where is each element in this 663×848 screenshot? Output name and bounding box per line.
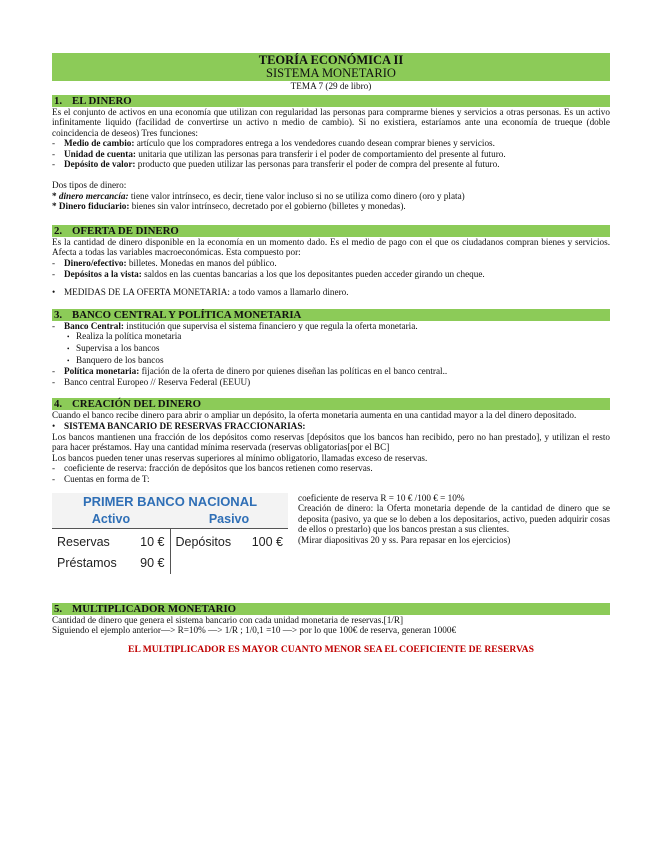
list-item: - Medio de cambio: artículo que los compradores entrega a los vendedores cuando desean comprar bienes y servicios.	[52, 138, 495, 149]
activo-column	[52, 529, 171, 574]
section-title: CREACIÓN DEL DINERO	[72, 398, 201, 411]
t-account-block	[52, 493, 610, 579]
t-account-explanation	[288, 493, 610, 579]
list-item: - Cuentas en forma de T:	[52, 473, 150, 484]
t-account-headers	[52, 511, 288, 528]
document-page	[52, 53, 610, 655]
paragraph: Es el conjunto de activos en una economía que utilizan con regularidad las personas para comprarme bienes y servicios a otras personas. Es un activo infinitamente liquido (facilidad de convertirse un activo n medio de cambio). Si no existiera, estaríamos ante una economía de trueque (doble coincidencia de deseos) Tres funciones:	[52, 106, 610, 138]
list-item: • SISTEMA BANCARIO DE RESERVAS FRACCIONARIAS:	[52, 420, 306, 431]
paragraph: Cantidad de dinero que genera el sistema bancario con cada unidad monetaria de reservas.[1/R]	[52, 614, 404, 625]
paragraph: Creación de dinero: la Oferta monetaria depende de la cantidad de dinero que se deposita (pasivo, ya que se lo deben a los depositarios, activo, pueden adquirir cosas de ellos o prestarlo) que los bancos prestan a sus clientes.	[298, 503, 610, 535]
list-item: * dinero mercancía: tiene valor intrínseco, es decir, tiene valor incluso si no se utiliza como dinero (oro y plata)	[52, 190, 465, 201]
paragraph: Los bancos pueden tener unas reservas superiores al mínimo obligatorio, llamadas exceso de reservas.	[52, 452, 428, 463]
document-subtitle: SISTEMA MONETARIO	[266, 66, 396, 80]
list-item: - Política monetaria: fijación de la oferta de dinero por quienes diseñan las políticas en el banco central..	[52, 366, 448, 377]
section-number: 3.	[54, 308, 63, 321]
section-title: MULTIPLICADOR MONETARIO	[72, 602, 237, 615]
paragraph: Cuando el banco recibe dinero para abrir o ampliar un depósito, la oferta monetaria aumenta en una cantidad mayor a la del dinero depositado.	[52, 410, 577, 421]
paragraph: Es la cantidad de dinero disponible en la economía en un momento dado. Es el medio de pago con el que os ciudadanos compran bienes y servicios. Afecta a todas las variables macroeconómicas. Esta compuesto por:	[52, 236, 610, 258]
table-row: Reservas 10 €	[57, 534, 165, 549]
section-number: 2.	[54, 224, 63, 237]
list-item: • MEDIDAS DE LA OFERTA MONETARIA: a todo vamos a llamarlo dinero.	[52, 287, 349, 298]
table-row: Depósitos 100 €	[175, 534, 283, 549]
pasivo-header: Pasivo	[208, 511, 250, 526]
paragraph: Los bancos mantienen una fracción de los depósitos como reservas [depósitos que los bancos han recibido, pero no han prestado], y utilizan el resto para hacer préstamos. Hay una cantidad mínima reservada (reservas obligatorias[por el BC]	[52, 431, 610, 453]
section-title: BANCO CENTRAL Y POLÍTICA MONETARIA	[72, 308, 302, 321]
section-title: EL DINERO	[72, 94, 132, 107]
list-item: - Dinero/efectivo: billetes. Monedas en manos del público.	[52, 258, 277, 269]
table-row: Préstamos 90 €	[57, 555, 165, 570]
list-item: - Banco Central: institución que supervisa el sistema financiero y que regula la oferta monetaria.	[52, 320, 418, 331]
sub-list-item: • Supervisa a los bancos	[67, 343, 160, 353]
section-number: 1.	[54, 94, 63, 107]
bank-title: PRIMER BANCO NACIONAL	[52, 493, 288, 511]
section-heading-oferta	[52, 225, 610, 237]
pasivo-column	[171, 529, 289, 574]
paragraph: Siguiendo el ejemplo anterior—> R=10% —> 1/R ; 1/0,1 =10 —> por lo que 100€ de reserva, generan 1000€	[52, 625, 457, 636]
section-heading-dinero	[52, 95, 610, 107]
list-item: * Dinero fiduciario: bienes sin valor intrínseco, decretado por el gobierno (billetes y monedas).	[52, 201, 406, 212]
sub-list-item: • Realiza la política monetaria	[67, 331, 182, 342]
conclusion-text: EL MULTIPLICADOR ES MAYOR CUANTO MENOR SEA EL COEFICIENTE DE RESERVAS	[128, 643, 534, 655]
document-title: TEORÍA ECONÓMICA II	[258, 53, 404, 67]
list-item: - Depósitos a la vista: saldos en las cuentas bancarias a los que los depositantes pueden acceder girando un cheque.	[52, 268, 485, 279]
list-item: - Banco central Europeo // Reserva Federal (EEUU)	[52, 376, 251, 387]
list-item: - Unidad de cuenta: unitaria que utilizan las personas para transferir i el poder de comportamiento del presente al futuro.	[52, 148, 506, 159]
title-banner	[52, 53, 610, 81]
list-item: - Depósito de valor: producto que pueden utilizar las personas para transferir el poder de compra del presente al futuro.	[52, 159, 500, 170]
section-heading-banco-central	[52, 309, 610, 321]
section-heading-multiplicador	[52, 603, 610, 615]
t-account-image	[52, 493, 288, 579]
paragraph: coeficiente de reserva R = 10 € /100 € = 10%	[298, 492, 465, 503]
section-title: OFERTA DE DINERO	[72, 224, 179, 237]
sub-list-item: • Banquero de los bancos	[67, 354, 164, 365]
paragraph: Dos tipos de dinero:	[52, 180, 127, 191]
section-number: 4.	[54, 398, 63, 411]
paragraph: (Mirar diapositivas 20 y ss. Para repasar en los ejercicios)	[298, 534, 511, 545]
tema-line: TEMA 7 (29 de libro)	[290, 81, 372, 91]
list-item: - coeficiente de reserva: fracción de depósitos que los bancos retienen como reservas.	[52, 463, 373, 474]
t-account-grid	[52, 528, 288, 574]
section-number: 5.	[54, 602, 63, 615]
activo-header: Activo	[91, 511, 131, 526]
section-heading-creacion	[52, 398, 610, 410]
